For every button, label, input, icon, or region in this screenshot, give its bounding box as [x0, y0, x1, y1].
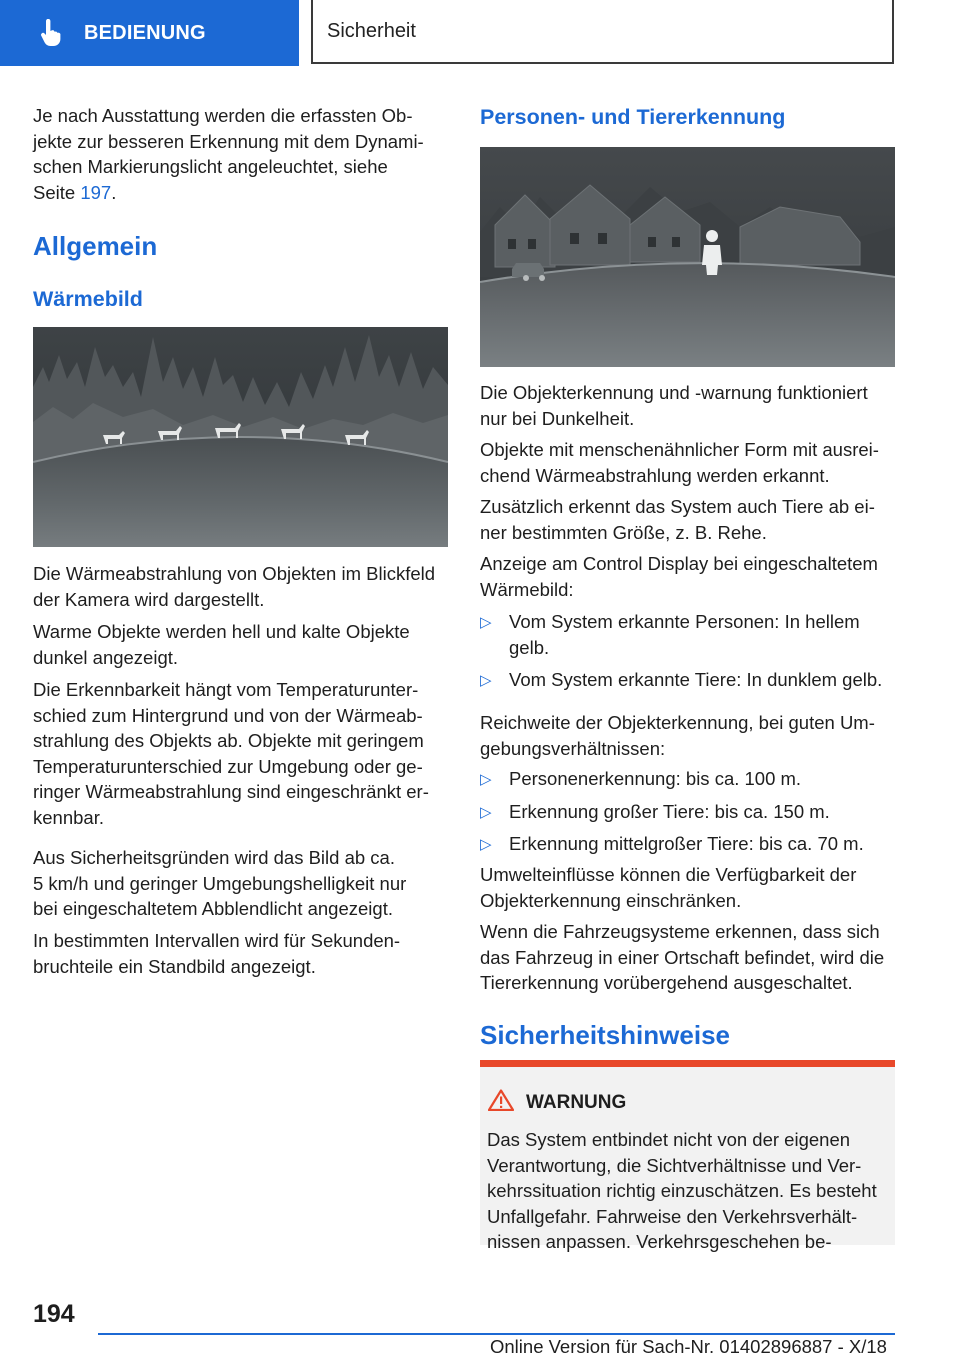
- heading-personen-tiererkennung: Personen- und Tiererkennung: [480, 105, 786, 129]
- personen-paragraph-1: Die Objekterkennung und -warnung funktioniert nur bei Dunkelheit.: [480, 382, 868, 429]
- chapter-tab-bedienung: [0, 0, 299, 66]
- page-header: [0, 0, 960, 66]
- section-tab: [311, 0, 894, 64]
- waermebild-paragraph-1: Die Wärmeabstrahlung von Objekten im Blickfeld der Kamera wird dargestellt.: [33, 563, 436, 610]
- section-title: Sicherheit: [327, 19, 416, 42]
- footer-divider: [98, 1333, 895, 1335]
- triangle-bullet-icon: ▷: [480, 803, 492, 821]
- list-item: ▷ Vom System erkannte Personen: In hellem gelb.: [480, 611, 860, 658]
- range-bullet-list: [480, 766, 895, 857]
- personen-paragraph-7: Wenn die Fahrzeugsysteme erkennen, dass sich das Fahrzeug in einer Ortschaft befindet, wird die Tiererkennung vorübergehend ausgeschaltet.: [480, 921, 885, 993]
- page-link-197[interactable]: 197: [80, 181, 112, 203]
- thermal-image-pedestrian: [480, 147, 895, 367]
- footer-version-text: Online Version für Sach-Nr. 01402896887 - X/18: [490, 1336, 887, 1357]
- personen-paragraph-5: Reichweite der Objekterkennung, bei guten Um- gebungsverhältnissen:: [480, 712, 875, 759]
- list-item: ▷ Erkennung großer Tiere: bis ca. 150 m.: [480, 799, 895, 825]
- heading-waermebild: Wärmebild: [33, 287, 143, 311]
- page-number: 194: [33, 1300, 75, 1328]
- display-bullet-list: [480, 609, 895, 693]
- personen-paragraph-2: Objekte mit menschenähnlicher Form mit ausrei- chend Wärmeabstrahlung werden erkannt.: [480, 439, 879, 486]
- hand-pointer-icon: [38, 19, 64, 47]
- waermebild-paragraph-2: Warme Objekte werden hell und kalte Objekte dunkel angezeigt.: [33, 621, 410, 668]
- warning-box: [480, 1060, 895, 1252]
- list-item: ▷ Personenerkennung: bis ca. 100 m.: [480, 766, 895, 792]
- list-item: ▷ Vom System erkannte Tiere: In dunklem gelb.: [480, 667, 895, 693]
- heading-allgemein: Allgemein: [33, 231, 158, 261]
- heading-sicherheitshinweise: Sicherheitshinweise: [480, 1020, 730, 1050]
- personen-paragraph-3: Zusätzlich erkennt das System auch Tiere ab ei- ner bestimmten Größe, z. B. Rehe.: [480, 496, 875, 543]
- personen-paragraph-4: Anzeige am Control Display bei eingeschaltetem Wärmebild:: [480, 553, 878, 600]
- warning-triangle-icon: [488, 1089, 514, 1116]
- waermebild-paragraph-3: Die Erkennbarkeit hängt vom Temperaturunter- schied zum Hintergrund und von der Wärmeab- strahlung des Objekts ab. Objekte mit geringem Temperaturunterschied zur Umgebung oder ge- ringer Wärmeabstrahlung sind eingeschränkt er- kennbar.: [33, 679, 429, 828]
- intro-paragraph: Je nach Ausstattung werden die erfassten Ob- jekte zur besseren Erkennung mit dem Dynami- schen Markierungslicht angeleuchtet, siehe Seite 197.: [33, 105, 424, 203]
- list-item: ▷ Erkennung mittelgroßer Tiere: bis ca. 70 m.: [480, 831, 895, 857]
- waermebild-paragraph-4: Aus Sicherheitsgründen wird das Bild ab ca. 5 km/h und geringer Umgebungshelligkeit nur bei eingeschaltetem Abblendlicht angezeigt.: [33, 847, 407, 919]
- personen-paragraph-6: Umwelteinflüsse können die Verfügbarkeit der Objekterkennung einschränken.: [480, 864, 857, 911]
- warning-header: [488, 1089, 626, 1116]
- triangle-bullet-icon: ▷: [480, 614, 492, 631]
- triangle-bullet-icon: ▷: [480, 836, 492, 853]
- waermebild-paragraph-5: In bestimmten Intervallen wird für Sekunden- bruchteile ein Standbild angezeigt.: [33, 930, 401, 977]
- warning-label: WARNUNG: [526, 1091, 627, 1113]
- thermal-image-animals: [33, 327, 448, 547]
- triangle-bullet-icon: ▷: [480, 672, 492, 689]
- warning-text: Das System entbindet nicht von der eigenen Verantwortung, die Sichtverhältnisse und Ver- kehrssituation richtig einzuschätzen. Es besteht Unfallgefahr. Fahrweise den Verkehrsverhält- nissen anpassen. Verkehrsgeschehen be-: [487, 1129, 877, 1252]
- chapter-tab-label: BEDIENUNG: [84, 21, 206, 44]
- triangle-bullet-icon: ▷: [480, 771, 492, 788]
